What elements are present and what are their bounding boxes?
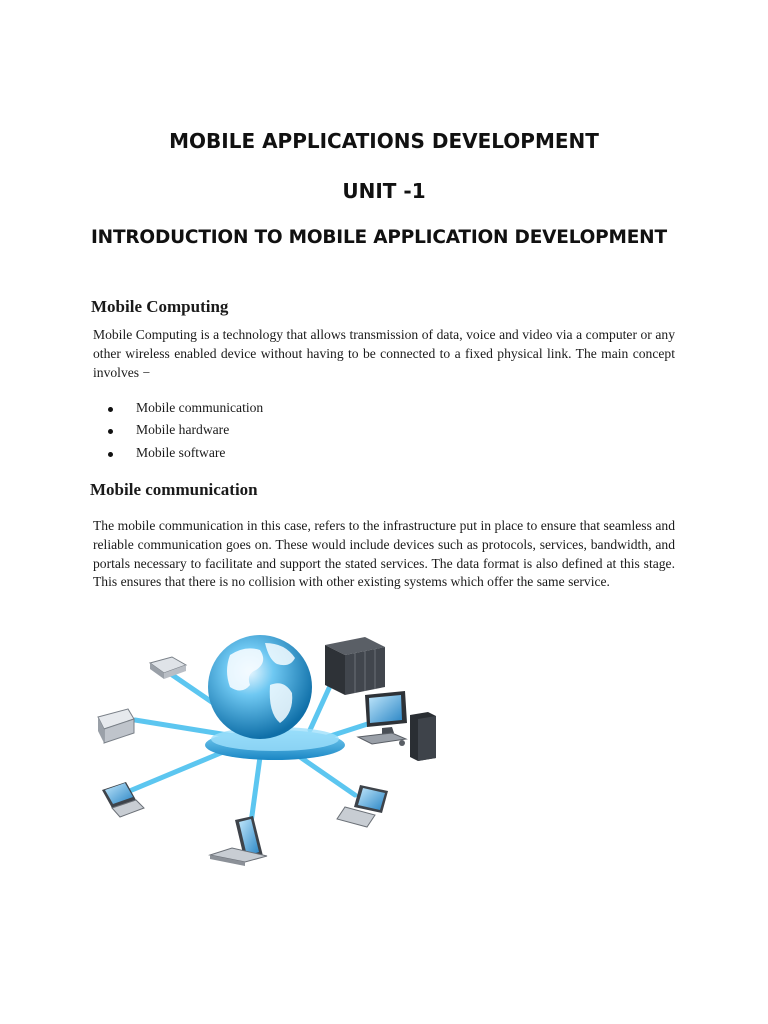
printer-icon	[98, 709, 134, 743]
bullet-icon	[108, 429, 113, 434]
desktop-computer-icon	[358, 691, 436, 761]
laptop-icon	[210, 816, 267, 866]
bullet-icon	[108, 452, 113, 457]
network-globe-icon	[90, 625, 460, 900]
router-icon	[150, 657, 186, 679]
list-item	[108, 420, 263, 442]
laptop-icon	[337, 785, 388, 827]
concept-bullet-list	[108, 398, 263, 465]
bullet-text: Mobile hardware	[136, 422, 230, 438]
list-item	[108, 398, 263, 420]
intro-heading: INTRODUCTION TO MOBILE APPLICATION DEVELOPMENT	[91, 227, 667, 248]
mobile-computing-paragraph: Mobile Computing is a technology that allows transmission of data, voice and video via a computer or any other wireless enabled device without having to be connected to a fixed physical link. The main concept involves −	[93, 327, 675, 380]
section-heading-mobile-communication: Mobile communication	[90, 480, 258, 499]
unit-title: UNIT -1	[342, 179, 426, 203]
bullet-icon	[108, 407, 113, 412]
mobile-communication-paragraph: The mobile communication in this case, refers to the infrastructure put in place to ensure that seamless and reliable communication goes on. These would include devices such as protocols, services, bandwidth, and portals necessary to facilitate and support the stated services. The data format is also defined at this stage. This ensures that there is no collision with other existing systems which offer the same service.	[93, 518, 675, 590]
server-icon	[325, 637, 385, 695]
bullet-text: Mobile communication	[136, 400, 264, 415]
document-title: MOBILE APPLICATIONS DEVELOPMENT	[169, 129, 599, 153]
globe-icon	[208, 635, 312, 739]
list-item	[108, 443, 263, 465]
section-heading-mobile-computing: Mobile Computing	[91, 297, 229, 316]
bullet-text: Mobile software	[136, 444, 226, 460]
